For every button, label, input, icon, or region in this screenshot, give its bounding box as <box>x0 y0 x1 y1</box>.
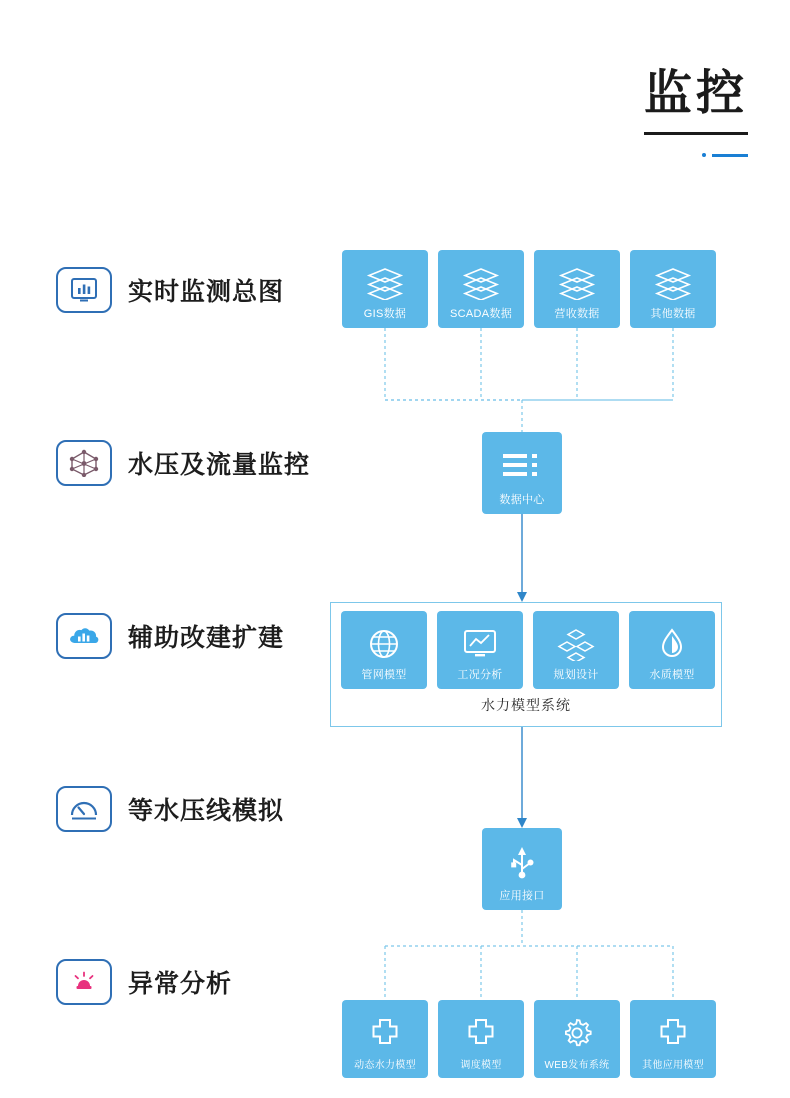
page-title: 监控 <box>643 67 748 120</box>
group-title: 水力模型系统 <box>481 697 571 713</box>
feature-label: 辅助改建扩建 <box>128 624 285 652</box>
node-planning-design[interactable] <box>533 611 619 689</box>
feature-label: 实时监测总图 <box>128 278 285 306</box>
node-label: 动态水力模型 <box>354 1060 416 1071</box>
cubes-icon <box>533 621 619 666</box>
title-accent-rule <box>644 153 748 157</box>
node-other-data[interactable] <box>630 250 716 328</box>
accent-dot <box>702 153 706 157</box>
node-label: 工况分析 <box>457 669 503 681</box>
node-revenue-data[interactable] <box>534 250 620 328</box>
server-list-icon <box>482 442 562 491</box>
puzzle-icon <box>438 1010 524 1056</box>
feature-label: 等水压线模拟 <box>128 797 285 825</box>
layers-icon <box>342 260 428 305</box>
globe-icon <box>341 621 427 666</box>
node-gis-data[interactable] <box>342 250 428 328</box>
node-dispatch-model[interactable] <box>438 1000 524 1078</box>
hydraulic-model-system-group <box>330 602 722 727</box>
title-underline <box>644 132 748 135</box>
model-node-row <box>331 603 721 689</box>
node-label: GIS数据 <box>363 308 407 320</box>
puzzle-icon <box>630 1010 716 1056</box>
layers-icon <box>534 260 620 305</box>
alarm-light-icon <box>56 959 112 1005</box>
node-label: 水质模型 <box>649 669 695 681</box>
layers-icon <box>630 260 716 305</box>
data-source-row <box>342 250 716 328</box>
node-label: 应用接口 <box>499 890 545 902</box>
accent-bar <box>712 154 748 157</box>
node-label: 营收数据 <box>554 308 600 320</box>
water-drop-icon <box>629 621 715 666</box>
application-row <box>342 1000 716 1078</box>
feature-label: 水压及流量监控 <box>128 451 311 479</box>
feature-list <box>56 260 356 1012</box>
node-other-application-model[interactable] <box>630 1000 716 1078</box>
gauge-icon <box>56 786 112 832</box>
node-pipe-network-model[interactable] <box>341 611 427 689</box>
feature-item-isobar-simulation[interactable] <box>56 779 356 839</box>
node-scada-data[interactable] <box>438 250 524 328</box>
page-header <box>643 67 748 157</box>
node-application-interface[interactable] <box>482 828 562 910</box>
feature-label: 异常分析 <box>128 970 233 998</box>
node-label: 管网模型 <box>361 669 407 681</box>
puzzle-icon <box>342 1010 428 1056</box>
layers-icon <box>438 260 524 305</box>
node-condition-analysis[interactable] <box>437 611 523 689</box>
node-label: 数据中心 <box>499 494 545 506</box>
monitor-chart-icon <box>56 267 112 313</box>
node-dynamic-hydraulic-model[interactable] <box>342 1000 428 1078</box>
architecture-diagram <box>330 240 750 1090</box>
node-label: 调度模型 <box>460 1060 502 1071</box>
node-web-publishing-system[interactable] <box>534 1000 620 1078</box>
node-label: SCADA数据 <box>450 308 512 320</box>
feature-item-anomaly-analysis[interactable] <box>56 952 356 1012</box>
node-water-quality-model[interactable] <box>629 611 715 689</box>
desktop-analysis-icon <box>437 621 523 666</box>
network-graph-icon <box>56 440 112 486</box>
gear-icon <box>534 1010 620 1056</box>
feature-item-realtime-monitoring[interactable] <box>56 260 356 320</box>
node-label: 其他数据 <box>650 308 696 320</box>
node-label: 其他应用模型 <box>642 1060 704 1071</box>
node-label: 规划设计 <box>553 669 599 681</box>
usb-icon <box>482 838 562 887</box>
node-data-center[interactable] <box>482 432 562 514</box>
cloud-chart-icon <box>56 613 112 659</box>
feature-item-reconstruction-support[interactable] <box>56 606 356 666</box>
node-label: WEB发布系统 <box>544 1060 610 1071</box>
feature-item-pressure-flow-monitoring[interactable] <box>56 433 356 493</box>
